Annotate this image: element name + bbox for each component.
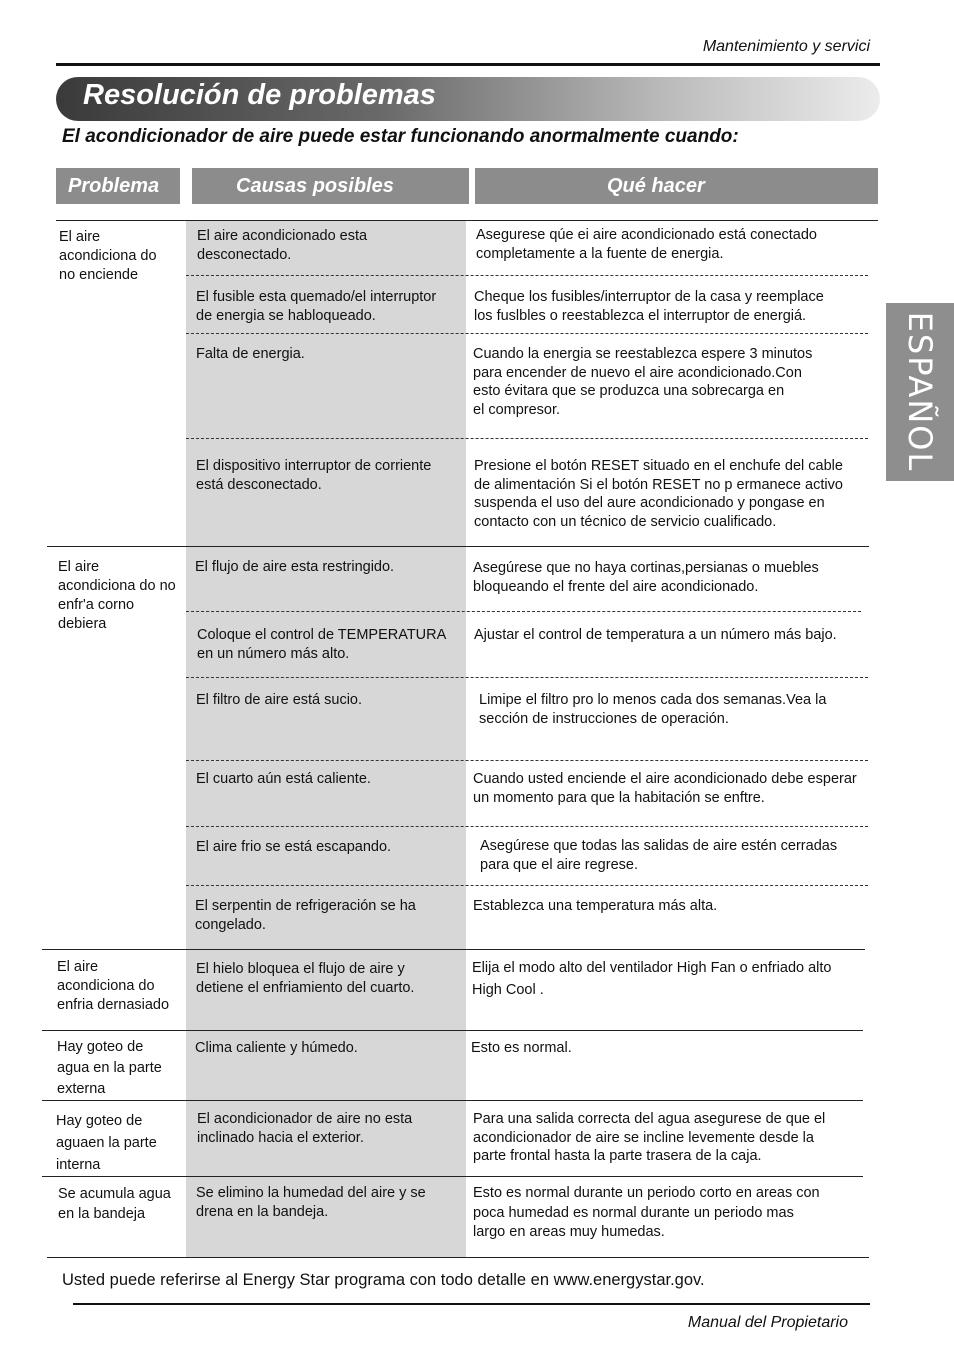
cause-cell: El acondicionador de aire no esta inclinado hacia el exterior. [197,1111,413,1146]
cause-cell: Se elimino la humedad del aire y se drena en la bandeja. [196,1185,426,1220]
group-separator [47,546,869,547]
action-cell: Asegúrese que no haya cortinas,persianas o muebles bloqueando el frente del aire acondicionado. [473,560,819,595]
action-cell: Para una salida correcta del agua asegurese de que el acondicionador de aire se incline levemente desde la parte frontal hasta la parte trasera de la caja. [473,1111,826,1164]
cause-cell: El aire acondicionado esta desconectado. [197,228,368,263]
cause-cell: El serpentin de refrigeración se ha congelado. [195,898,416,933]
cause-cell: El fusible esta quemado/el interruptor de energia se habloqueado. [196,289,437,324]
row-separator [186,275,868,276]
cause-cell: El cuarto aún está caliente. [196,771,371,787]
column-header-causes: Causas posibles [192,168,469,204]
section-label: Mantenimiento y servici [702,38,870,55]
top-rule [56,63,880,66]
group-separator [42,1176,863,1177]
problem-cell: El aire acondiciona do no enfr'a corno debiera [58,559,176,632]
column-header-problem: Problema [56,168,180,204]
group-separator [42,1100,863,1101]
causes-column-background [186,220,466,1257]
page-subtitle: El acondicionador de aire puede estar funcionando anormalmente cuando: [62,126,739,147]
action-cell: Elija el modo alto del ventilador High Fan o enfriado alto High Cool . [472,960,832,998]
action-cell: Cuando la energia se reestablezca espere 3 minutos para encender de nuevo el aire acondicionado.Con esto évitara que se produzca una sobrecarga en el compresor. [473,346,813,418]
energy-star-note: Usted puede referirse al Energy Star programa con todo detalle en www.energystar.gov. [62,1271,705,1289]
language-tab [886,303,954,481]
group-separator [42,949,865,950]
group-separator [42,1030,863,1031]
cause-cell: El flujo de aire esta restringido. [195,559,395,575]
cause-cell: El dispositivo interruptor de corriente está desconectado. [196,458,432,493]
row-separator [186,438,868,439]
cause-cell: El aire frio se está escapando. [196,839,392,855]
action-cell: Cheque los fusibles/interruptor de la casa y reemplace los fuslbles o reestablezca el interruptor de energiá. [474,289,824,324]
action-cell: Esto es normal durante un periodo corto en areas con poca humedad es normal durante un periodo mas largo en areas muy humedas. [473,1185,820,1240]
problem-cell: Se acumula agua en la bandeja [58,1186,171,1222]
page-title: Resolución de problemas [83,79,436,111]
action-cell: Limipe el filtro pro lo menos cada dos semanas.Vea la sección de instrucciones de operación. [479,692,827,727]
cause-cell: Clima caliente y húmedo. [195,1040,358,1056]
table-top-rule [56,220,878,221]
action-cell: Esto es normal. [471,1040,572,1056]
action-cell: Ajustar el control de temperatura a un número más bajo. [474,627,837,643]
row-separator [186,333,868,334]
row-separator [186,826,868,827]
row-separator [186,885,868,886]
action-cell: Presione el botón RESET situado en el enchufe del cable de alimentación Si el botón RESET no p ermanece activo suspenda el uso del aure acondicionado y pongase en contacto con un técnico de servicio cualificado. [474,458,843,530]
cause-cell: Falta de energia. [196,346,305,362]
manual-label: Manual del Propietario [687,1314,848,1331]
cause-cell: El filtro de aire está sucio. [196,692,363,708]
row-separator [186,760,868,761]
action-cell: Cuando usted enciende el aire acondicionado debe esperar un momento para que la habitación se enftre. [473,771,857,806]
action-cell: Establezca una temperatura más alta. [473,898,718,914]
problem-cell: El aire acondiciona do no enciende [59,229,157,283]
action-cell: Asegurese qúe ei aire acondicionado está conectado completamente a la fuente de energia. [476,227,817,262]
row-separator [186,677,868,678]
bottom-rule [73,1303,870,1305]
problem-cell: Hay goteo de aguaen la parte interna [56,1113,157,1173]
action-cell: Asegúrese que todas las salidas de aire estén cerradas para que el aire regrese. [480,838,838,873]
problem-cell: El aire acondiciona do enfria dernasiado [57,959,170,1013]
problem-cell: Hay goteo de agua en la parte externa [57,1039,162,1097]
cause-cell: El hielo bloquea el flujo de aire y detiene el enfriamiento del cuarto. [196,961,415,996]
table-bottom-rule [47,1257,869,1258]
language-tab-label: ESPAÑOL [901,311,939,473]
row-separator [186,611,861,612]
column-header-action: Qué hacer [475,168,878,204]
cause-cell: Coloque el control de TEMPERATURA en un número más alto. [197,627,447,662]
